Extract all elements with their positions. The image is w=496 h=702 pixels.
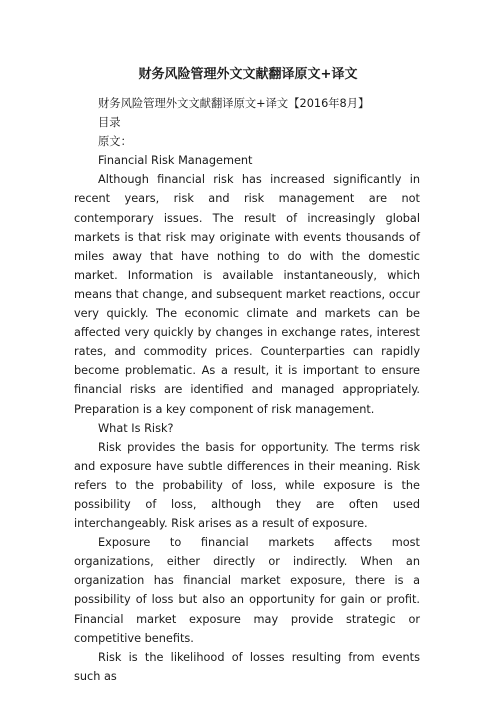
section-title: Financial Risk Management xyxy=(98,154,253,168)
toc-label: 目录 xyxy=(98,116,121,130)
paragraph: Exposure to financial markets affects most organizations, either directly or indirectly. When an organization has financial market exposure, there is a possibility of loss but also an opportunity for gain or profit. Financial market exposure may provide strategic or competitive benefits. xyxy=(74,536,420,645)
document-subtitle: 财务风险管理外文文献翻译原文+译文【2016年8月】 xyxy=(98,97,370,110)
document-title: 财务风险管理外文文献翻译原文+译文 xyxy=(138,67,358,82)
document-body xyxy=(74,94,420,686)
paragraph: Risk is the likelihood of losses resulting from events such as xyxy=(74,650,420,683)
original-label: 原文： xyxy=(98,135,132,149)
paragraph: Although financial risk has increased significantly in recent years, risk and risk management are not contemporary issues. The result of increasingly global markets is that risk may originate with events thousands of miles away that have nothing to do with the domestic market. Information is available instantaneously, which means that change, and subsequent market reactions, occur very quickly. The economic climate and markets can be affected very quickly by changes in exchange rates, interest rates, and commodity prices. Counterparties can rapidly become problematic. As a result, it is important to ensure financial risks are identified and managed appropriately. Preparation is a key component of risk management. xyxy=(74,173,420,416)
subheading: What Is Risk? xyxy=(98,421,174,435)
paragraph: Risk provides the basis for opportunity. The terms risk and exposure have subtle differences in their meaning. Risk refers to the probability of loss, while exposure is the possibility of loss, although they are often used interchangeably. Risk arises as a result of exposure. xyxy=(74,440,420,531)
